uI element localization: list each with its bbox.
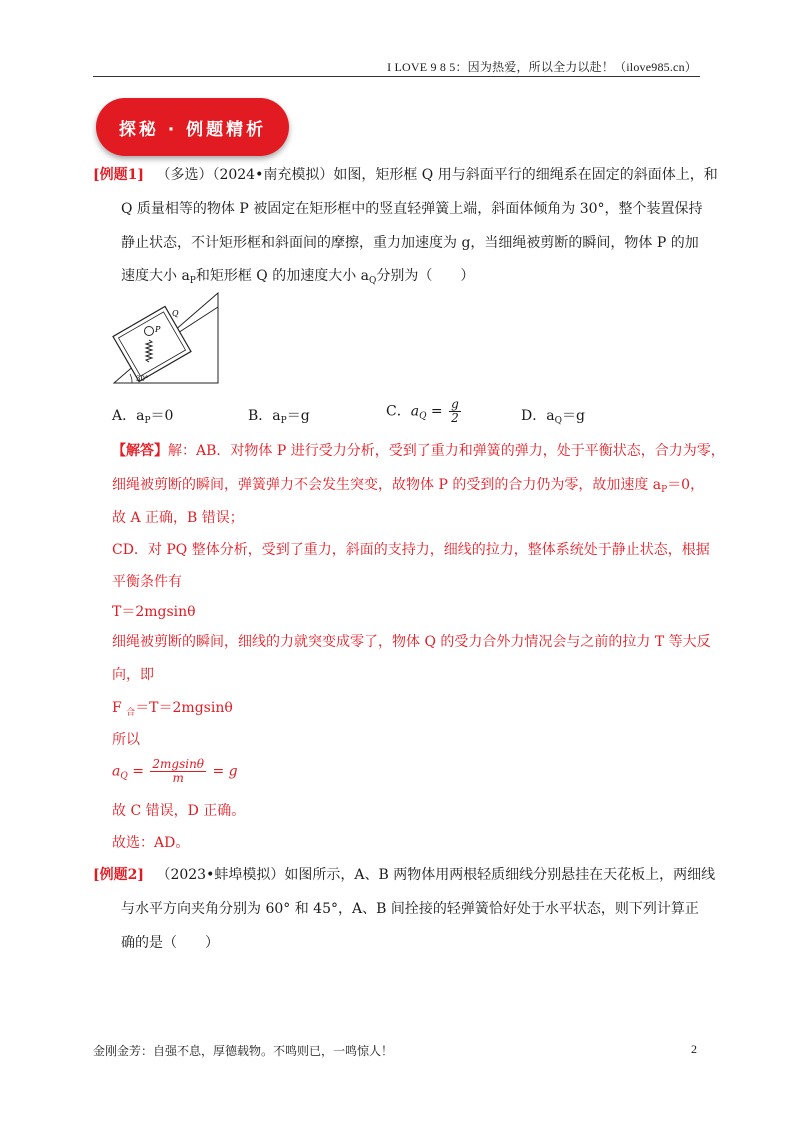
option-b bbox=[248, 405, 310, 426]
option-b-var: a bbox=[272, 408, 281, 424]
option-c-sub: Q bbox=[419, 411, 427, 422]
ball-p-icon bbox=[145, 327, 154, 336]
example2-tag: [例题2] bbox=[93, 867, 144, 883]
solution-l11-fraction bbox=[150, 758, 206, 785]
section-badge bbox=[96, 98, 289, 156]
option-d-letter: D． bbox=[521, 408, 547, 424]
footer-motto: 金刚金芳：自强不息，厚德载物。不鸣则已，一鸣惊人！ bbox=[93, 1044, 394, 1058]
header-divider bbox=[93, 76, 700, 77]
box-q bbox=[113, 306, 191, 381]
solution-l11-var: a bbox=[112, 763, 121, 780]
solution-line1 bbox=[112, 440, 725, 460]
line4-mid: 和矩形框 Q 的加速度大小 a bbox=[195, 268, 370, 284]
solution-l11-num: 2mgsinθ bbox=[152, 757, 205, 771]
line4-pre: 速度大小 a bbox=[121, 268, 190, 284]
solution-l9-sub: 合 bbox=[126, 708, 136, 718]
solution-line12: 故 C 错误，D 正确。 bbox=[112, 803, 246, 819]
example1-line2: Q 质量相等的物体 P 被固定在矩形框中的竖直轻弹簧上端，斜面体倾角为 30°，整个装置保持 bbox=[121, 201, 703, 217]
option-b-sub: P bbox=[280, 416, 287, 426]
option-d bbox=[521, 405, 585, 426]
option-a-var: a bbox=[136, 408, 145, 424]
angle-arc bbox=[130, 374, 132, 383]
line4-post: 分别为（ ） bbox=[376, 268, 475, 284]
option-c-fraction bbox=[449, 398, 461, 425]
option-b-letter: B． bbox=[248, 408, 273, 424]
option-c-letter: C． bbox=[386, 403, 411, 420]
solution-line9 bbox=[112, 697, 233, 718]
solution-text-1: 解：AB．对物体 P 进行受力分析，受到了重力和弹簧的弹力，处于平衡状态，合力为零， bbox=[168, 443, 725, 459]
example2-text-1: （2023•蚌埠模拟）如图所示，A、B 两物体用两根轻质细线分别悬挂在天花板上，两细线 bbox=[156, 867, 716, 883]
option-c-den: 2 bbox=[451, 411, 459, 425]
solution-line11 bbox=[112, 758, 238, 785]
solution-l9-pre: F bbox=[112, 700, 127, 716]
solution-line6: T＝2mgsinθ bbox=[112, 604, 196, 620]
example1-line4 bbox=[121, 265, 474, 286]
solution-tag: 【解答】 bbox=[112, 443, 168, 459]
angle-label: 30° bbox=[136, 375, 149, 383]
option-a-letter: A． bbox=[112, 408, 137, 424]
section-badge-label: 探秘 · 例题精析 bbox=[118, 119, 267, 140]
example2-line2: 与水平方向夹角分别为 60° 和 45°，A、B 间拴接的轻弹簧恰好处于水平状态，则下列计算正 bbox=[121, 901, 699, 917]
solution-line13: 故选：AD。 bbox=[112, 835, 190, 851]
solution-line4: CD．对 PQ 整体分析，受到了重力，斜面的支持力，细线的拉力，整体系统处于静止状态，根据 bbox=[112, 542, 710, 558]
solution-line8: 向，即 bbox=[112, 667, 154, 683]
solution-l2-sub: P bbox=[661, 485, 668, 495]
label-q: Q bbox=[172, 309, 179, 318]
example2-line1 bbox=[93, 864, 715, 884]
line4-sub1: P bbox=[189, 276, 196, 286]
label-p: P bbox=[155, 325, 161, 334]
example1-line3: 静止状态，不计矩形框和斜面间的摩擦，重力加速度为 g，当细绳被剪断的瞬间，物体 P 的加 bbox=[121, 235, 699, 251]
solution-l11-eq: = bbox=[127, 763, 149, 780]
incline-figure bbox=[112, 292, 224, 386]
option-d-var: a bbox=[546, 408, 555, 424]
solution-line3: 故 A 正确，B 错误； bbox=[112, 510, 244, 526]
line4-sub2: Q bbox=[369, 276, 377, 286]
solution-l9-post: ＝T＝2mgsinθ bbox=[135, 700, 233, 716]
solution-l11-den: m bbox=[172, 771, 184, 785]
option-c-num: g bbox=[451, 397, 459, 411]
option-d-rhs: ＝g bbox=[561, 408, 585, 424]
example2-line3: 确的是（ ） bbox=[121, 935, 219, 951]
example1-tag: [例题1] bbox=[93, 167, 144, 183]
example1-text-1: （多选）（2024•南充模拟）如图，矩形框 Q 用与斜面平行的细绳系在固定的斜面体上，和 bbox=[156, 167, 718, 183]
option-a bbox=[112, 405, 173, 426]
solution-l2-post: ＝0， bbox=[667, 477, 705, 493]
option-c bbox=[386, 398, 463, 425]
option-b-rhs: ＝g bbox=[286, 408, 310, 424]
solution-line7: 细绳被剪断的瞬间，细线的力就突变成零了，物体 Q 的受力合外力情况会与之前的拉力 T 等大反 bbox=[112, 634, 711, 650]
option-a-rhs: ＝0 bbox=[150, 408, 174, 424]
solution-l2-pre: 细绳被剪断的瞬间，弹簧弹力不会发生突变，故物体 P 的受到的合力仍为零，故加速度 a bbox=[112, 477, 662, 493]
solution-line5: 平衡条件有 bbox=[112, 574, 182, 590]
solution-l11-rhs: = g bbox=[208, 763, 238, 780]
solution-line10: 所以 bbox=[112, 732, 140, 748]
option-c-var: a bbox=[410, 403, 420, 420]
option-c-eq: = bbox=[426, 403, 448, 420]
page-number: 2 bbox=[691, 1042, 697, 1056]
page-header: I LOVE 9 8 5：因为热爱，所以全力以赴！（ilove985.cn） bbox=[387, 60, 697, 74]
option-d-sub: Q bbox=[554, 416, 562, 426]
solution-line2 bbox=[112, 474, 704, 495]
example1-line1 bbox=[93, 164, 718, 184]
box-outer bbox=[113, 306, 191, 381]
solution-l11-sub: Q bbox=[120, 771, 128, 782]
option-a-sub: P bbox=[144, 416, 151, 426]
